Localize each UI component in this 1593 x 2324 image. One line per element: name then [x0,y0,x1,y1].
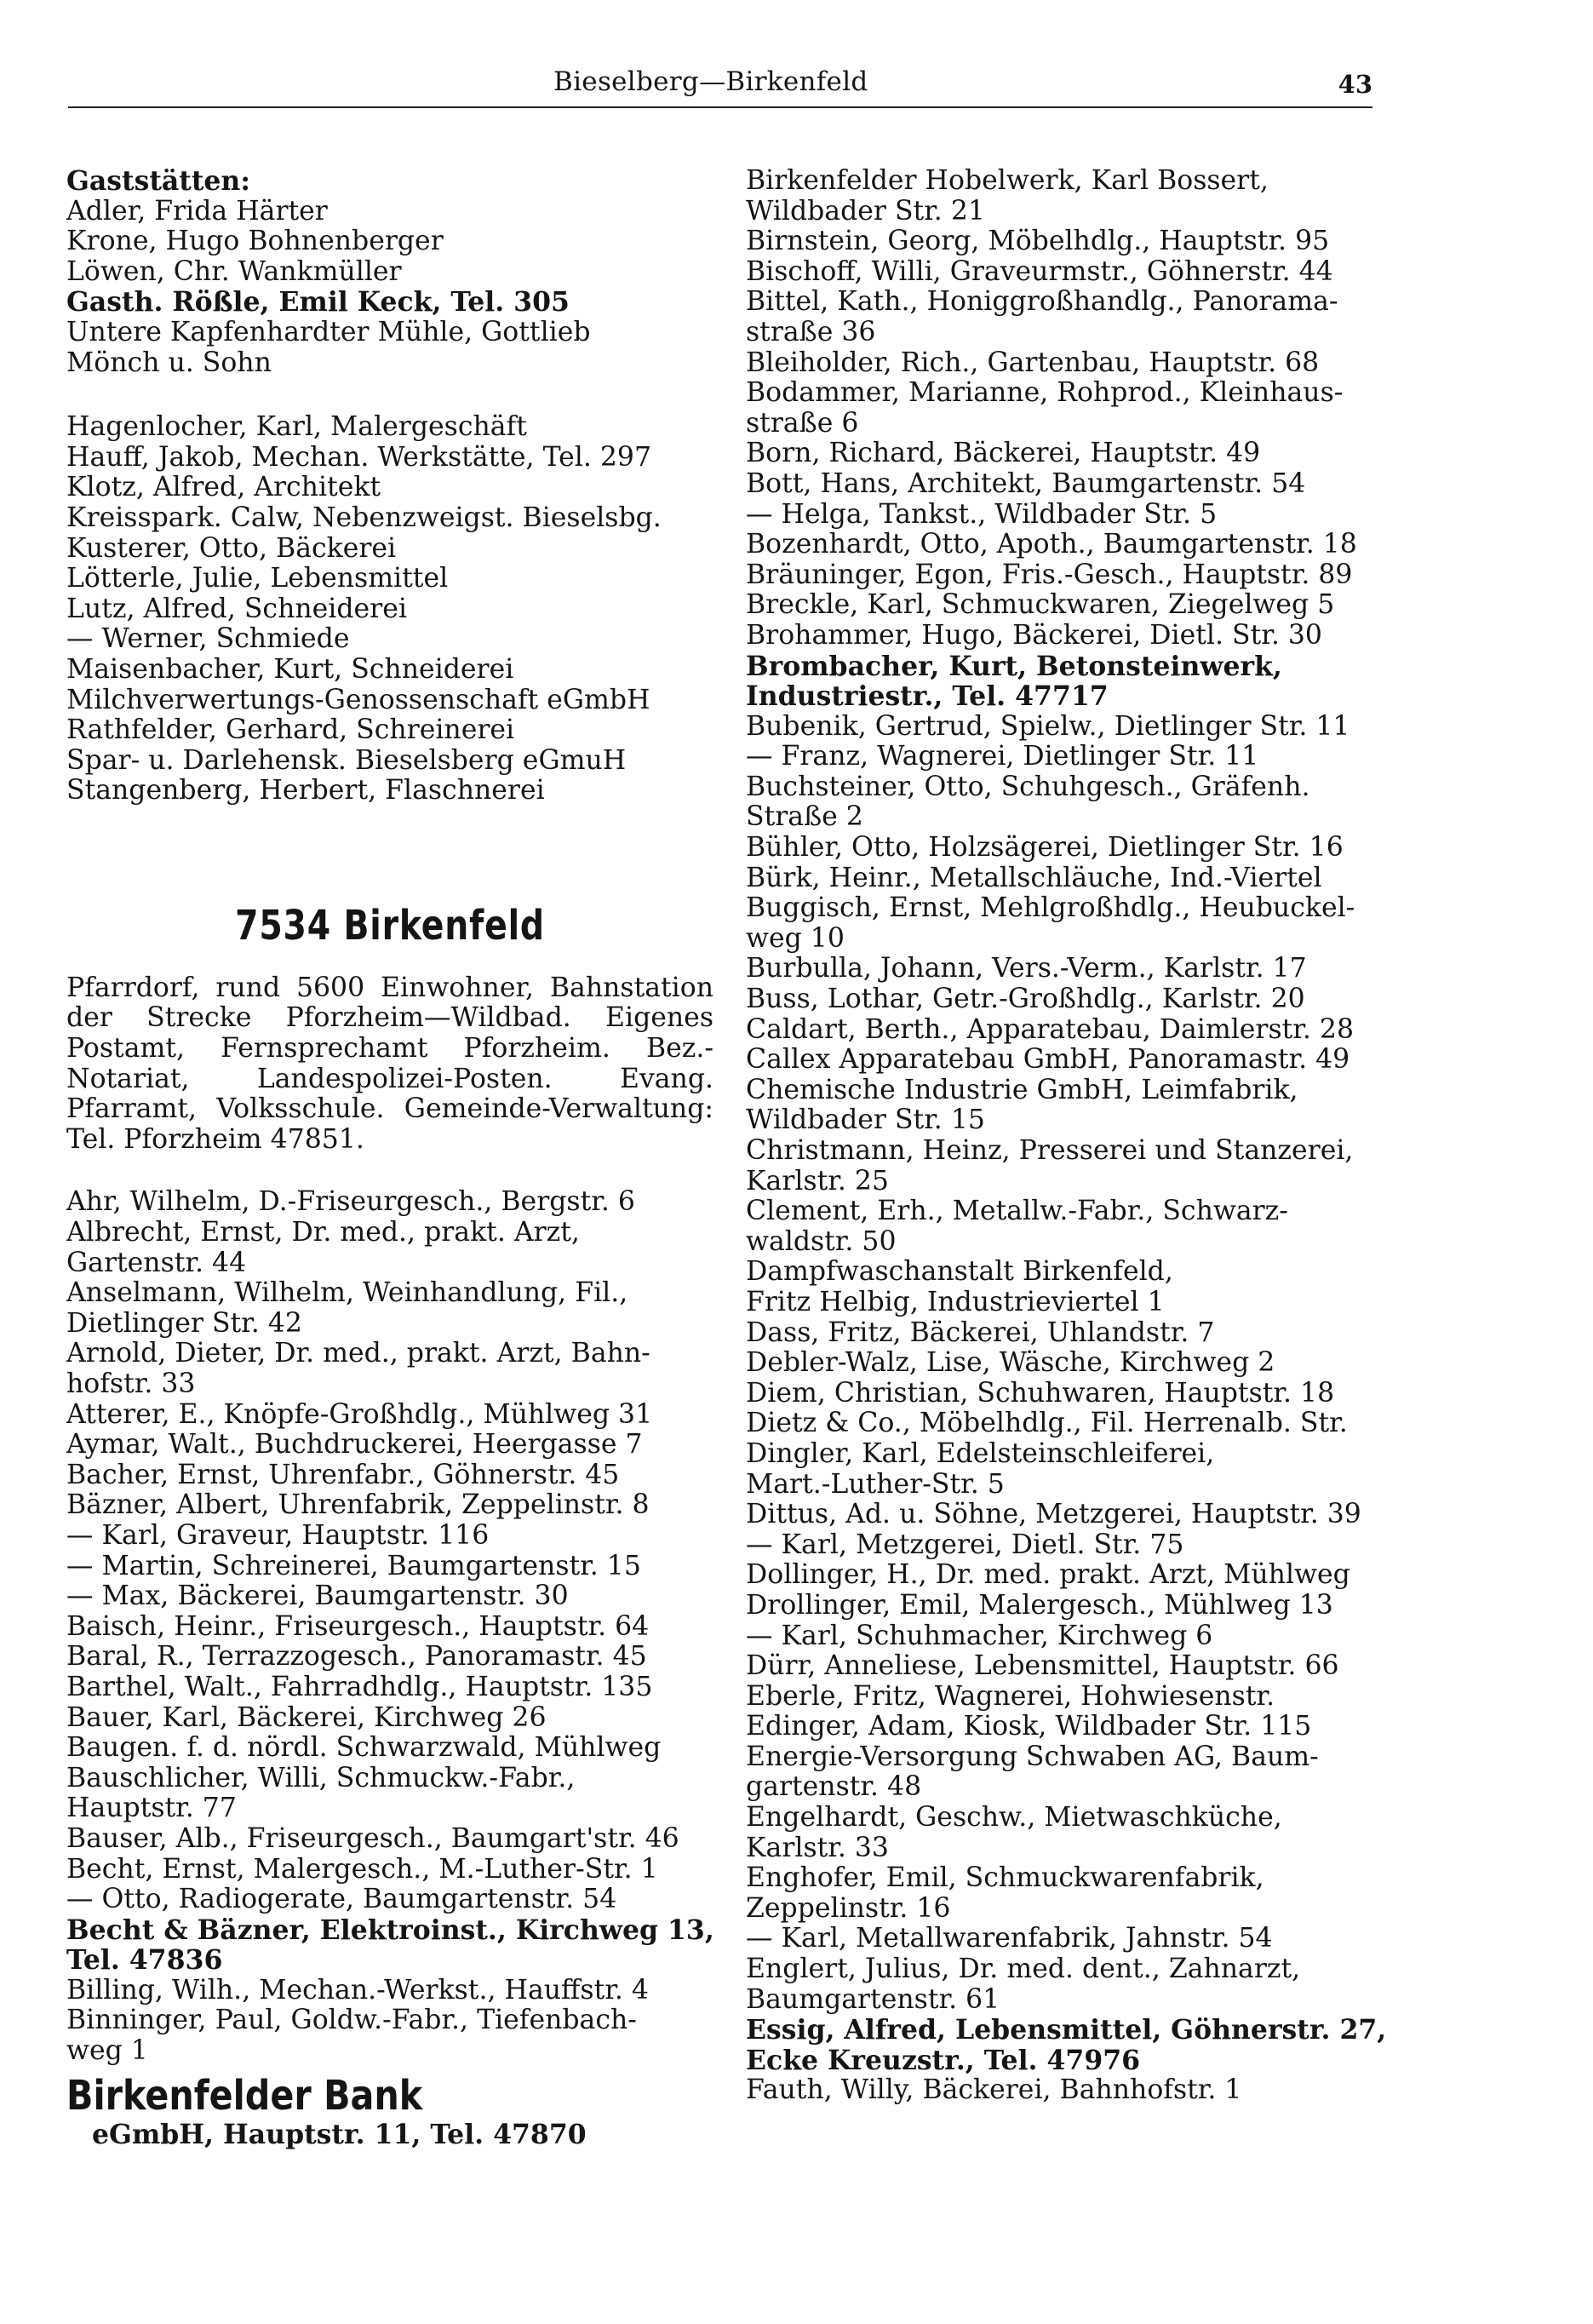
directory-entry: — Otto, Radiogerate, Baumgartenstr. 54 [66,1884,617,1915]
entry-continuation: Mönch u. Sohn [66,347,272,378]
directory-entry: Bleiholder, Rich., Gartenbau, Hauptstr. 68 [746,347,1320,378]
directory-entry: Bürk, Heinr., Metallschläuche, Ind.-Viertel [746,862,1322,893]
entry-continuation: weg 1 [66,2035,148,2067]
entry-continuation: Karlstr. 25 [746,1165,889,1196]
directory-entry: Dittus, Ad. u. Söhne, Metzgerei, Hauptstr. 39 [746,1499,1361,1530]
town-description: Pfarrdorf, rund 5600 Einwohner, Bahnstation der Strecke Pforzheim—Wildbad. Eigenes Postamt, Fernsprechamt Pforzheim. Bez.-Notariat, Landespolizei-Posten. Evang. Pfarramt, Volksschule. Gemeinde-Verwaltung: Tel. Pforzheim 47851. [66,972,713,1155]
entry-continuation: Ecke Kreuzstr., Tel. 47976 [746,2044,1141,2076]
directory-entry: Brohammer, Hugo, Bäckerei, Dietl. Str. 30 [746,619,1322,651]
directory-entry: — Karl, Graveur, Hauptstr. 116 [66,1519,490,1551]
advertisement-details: eGmbH, Hauptstr. 11, Tel. 47870 [92,2118,587,2150]
directory-entry: Bräuninger, Egon, Fris.-Gesch., Hauptstr. 89 [746,559,1353,590]
entry-continuation: straße 36 [746,316,876,347]
directory-entry: Chemische Industrie GmbH, Leimfabrik, [746,1074,1298,1105]
directory-entry: Binninger, Paul, Goldw.-Fabr., Tiefenbach- [66,2005,637,2036]
directory-entry: — Martin, Schreinerei, Baumgartenstr. 15 [66,1550,641,1581]
directory-entry: Buggisch, Ernst, Mehlgroßhdlg., Heubuckel- [746,892,1355,924]
entry-continuation: Wildbader Str. 21 [746,195,985,227]
directory-entry: Bacher, Ernst, Uhrenfabr., Göhnerstr. 45 [66,1459,620,1490]
entry-continuation: hofstr. 33 [66,1369,196,1399]
spacer [66,806,713,900]
directory-entry: Bauschlicher, Willi, Schmuckw.-Fabr., [66,1762,576,1793]
directory-entry: Barthel, Walt., Fahrradhdlg., Hauptstr. 135 [66,1671,653,1702]
directory-entry: — Karl, Schuhmacher, Kirchweg 6 [746,1620,1213,1651]
entry-continuation: waldstr. 50 [746,1225,897,1257]
directory-entry: — Karl, Metallwarenfabrik, Jahnstr. 54 [746,1923,1273,1954]
entry-continuation: Zeppelinstr. 16 [746,1892,951,1924]
directory-entry: Fauth, Willy, Bäckerei, Bahnhofstr. 1 [746,2074,1242,2106]
directory-entry: Löwen, Chr. Wankmüller [66,255,402,287]
directory-entry: Untere Kapfenhardter Mühle, Gottlieb [66,316,591,347]
directory-entry: Christmann, Heinz, Presserei und Stanzerei, [746,1135,1354,1166]
directory-entry: Maisenbacher, Kurt, Schneiderei [66,653,514,685]
directory-entry: Krone, Hugo Bohnenberger [66,226,444,257]
directory-entry: Klotz, Alfred, Architekt [66,472,381,503]
entry-continuation: Baumgartenstr. 61 [746,1983,1000,2015]
directory-entry: Enghofer, Emil, Schmuckwarenfabrik, [746,1862,1264,1894]
directory-entry: Dürr, Anneliese, Lebensmittel, Hauptstr. 66 [746,1650,1339,1682]
entry-continuation: Gartenstr. 44 [66,1247,247,1278]
directory-entry: Eberle, Fritz, Wagnerei, Hohwiesenstr. [746,1680,1275,1712]
directory-entry: Milchverwertungs-Genossenschaft eGmbH [66,684,650,715]
directory-entry: Billing, Wilh., Mechan.-Werkst., Hauffstr. 4 [66,1974,649,2006]
directory-entry: Lötterle, Julie, Lebensmittel [66,563,449,594]
directory-entry: Clement, Erh., Metallw.-Fabr., Schwarz- [746,1196,1288,1227]
entry-continuation: Dietlinger Str. 42 [66,1307,302,1339]
directory-entry: — Franz, Wagnerei, Dietlinger Str. 11 [746,741,1259,772]
directory-entry: Diem, Christian, Schuhwaren, Hauptstr. 18 [746,1377,1335,1409]
directory-entry: Hagenlocher, Karl, Malergeschäft [66,411,527,443]
directory-entry: Bühler, Otto, Holzsägerei, Dietlinger Str. 16 [746,832,1344,864]
right-column [746,166,1393,2106]
directory-entry: Englert, Julius, Dr. med. dent., Zahnarzt, [746,1954,1301,1985]
entry-continuation: straße 6 [746,407,859,439]
directory-entry: Dampfwaschanstalt Birkenfeld, [746,1256,1173,1288]
page-number: 43 [1338,70,1372,99]
entry-continuation: Hauptstr. 77 [66,1793,237,1824]
advertisement-name: Birkenfelder Bank [66,2071,423,2120]
directory-entry: Bittel, Kath., Honiggroßhandlg., Panorama- [746,286,1338,318]
header-rule [68,106,1372,108]
spacer [66,378,713,412]
directory-entry: Debler-Walz, Lise, Wäsche, Kirchweg 2 [746,1347,1275,1379]
directory-entry: Baugen. f. d. nördl. Schwarzwald, Mühlweg [66,1732,662,1764]
directory-entry: Stangenberg, Herbert, Flaschnerei [66,775,545,806]
directory-entry: Rathfelder, Gerhard, Schreinerei [66,714,515,746]
directory-entry: Hauff, Jakob, Mechan. Werkstätte, Tel. 297 [66,441,652,473]
directory-entry: Energie-Versorgung Schwaben AG, Baum- [746,1741,1319,1772]
directory-entry: Dietz & Co., Möbelhdlg., Fil. Herrenalb. Str. [746,1408,1348,1439]
directory-entry: Bodammer, Marianne, Rohprod., Kleinhaus- [746,377,1344,409]
bieselberg-firm-list [66,412,713,806]
directory-entry: Bozenhardt, Otto, Apoth., Baumgartenstr. 18 [746,529,1357,560]
directory-entry: Anselmann, Wilhelm, Weinhandlung, Fil., [66,1277,628,1309]
birkenfeld-directory-list-continued [746,166,1393,2106]
gaststaetten-list [66,197,713,379]
left-column [66,166,713,2149]
directory-entry: Essig, Alfred, Lebensmittel, Göhnerstr. 27, [746,2014,1387,2046]
entry-continuation: Karlstr. 33 [746,1832,889,1863]
directory-entry: Caldart, Berth., Apparatebau, Daimlerstr. 28 [746,1013,1355,1045]
directory-entry: Baisch, Heinr., Friseurgesch., Hauptstr. 64 [66,1610,650,1642]
birkenfeld-directory-list [66,1187,713,2066]
entry-continuation: Industriestr., Tel. 47717 [746,680,1109,713]
directory-entry: Breckle, Karl, Schmuckwaren, Ziegelweg 5 [746,589,1335,621]
directory-entry: Gasth. Rößle, Emil Keck, Tel. 305 [66,286,570,318]
directory-entry: Bischoff, Willi, Graveurmstr., Göhnerstr. 44 [746,255,1333,287]
directory-entry: Atterer, E., Knöpfe-Großhdlg., Mühlweg 31 [66,1398,653,1430]
directory-entry: Buss, Lothar, Getr.-Großhdlg., Karlstr. 20 [746,984,1305,1015]
directory-entry: Adler, Frida Härter [66,195,328,227]
directory-entry: — Werner, Schmiede [66,623,350,655]
directory-entry: Arnold, Dieter, Dr. med., prakt. Arzt, Bahn- [66,1338,650,1369]
directory-entry: Brombacher, Kurt, Betonsteinwerk, [746,650,1282,682]
gaststaetten-heading: Gaststätten: [66,165,250,197]
directory-entry: Bäzner, Albert, Uhrenfabrik, Zeppelinstr. 8 [66,1489,650,1521]
directory-entry: Spar- u. Darlehensk. Bieselsberg eGmuH [66,744,627,776]
entry-continuation: weg 10 [746,922,845,954]
directory-entry: Dingler, Karl, Edelsteinschleiferei, [746,1437,1215,1469]
directory-entry: Drollinger, Emil, Malergesch., Mühlweg 13 [746,1589,1333,1621]
directory-entry: Dass, Fritz, Bäckerei, Uhlandstr. 7 [746,1317,1215,1348]
directory-entry: Dollinger, H., Dr. med. prakt. Arzt, Mühlweg [746,1559,1350,1591]
directory-entry: Buchsteiner, Otto, Schuhgesch., Gräfenh. [746,771,1310,802]
directory-entry: Bott, Hans, Architekt, Baumgartenstr. 54 [746,468,1306,499]
running-title: Bieselberg—Birkenfeld [553,66,868,97]
directory-entry: Burbulla, Johann, Vers.-Verm., Karlstr. 17 [746,953,1307,984]
directory-entry: Becht & Bäzner, Elektroinst., Kirchweg 13, [66,1914,714,1946]
directory-entry: Engelhardt, Geschw., Mietwaschküche, [746,1802,1282,1833]
entry-continuation: Tel. 47836 [66,1944,223,1977]
directory-entry: Callex Apparatebau GmbH, Panoramastr. 49 [746,1044,1350,1076]
section-heading: 7534 Birkenfeld [235,901,545,950]
entry-continuation: Mart.-Luther-Str. 5 [746,1468,1005,1500]
directory-entry: Bauser, Alb., Friseurgesch., Baumgart'str. 46 [66,1822,679,1854]
directory-entry: Born, Richard, Bäckerei, Hauptstr. 49 [746,438,1261,469]
entry-continuation: Straße 2 [746,801,863,833]
directory-entry: — Max, Bäckerei, Baumgartenstr. 30 [66,1581,569,1612]
directory-entry: — Karl, Metzgerei, Dietl. Str. 75 [746,1529,1184,1560]
entry-continuation: gartenstr. 48 [746,1771,922,1803]
directory-entry: Kreisspark. Calw, Nebenzweigst. Bieselsbg. [66,502,662,533]
directory-entry: Ahr, Wilhelm, D.-Friseurgesch., Bergstr. 6 [66,1186,635,1218]
directory-entry: Bauer, Karl, Bäckerei, Kirchweg 26 [66,1701,547,1733]
directory-entry: Birkenfelder Hobelwerk, Karl Bossert, [746,165,1269,196]
directory-entry: Albrecht, Ernst, Dr. med., prakt. Arzt, [66,1217,580,1248]
directory-entry: Baral, R., Terrazzogesch., Panoramastr. 45 [66,1641,647,1673]
directory-entry: — Helga, Tankst., Wildbader Str. 5 [746,498,1218,530]
directory-entry: Kusterer, Otto, Bäckerei [66,532,397,564]
directory-entry: Lutz, Alfred, Schneiderei [66,593,407,624]
directory-entry: Becht, Ernst, Malergesch., M.-Luther-Str. 1 [66,1853,658,1885]
directory-entry: Bubenik, Gertrud, Spielw., Dietlinger Str. 11 [746,710,1350,742]
running-header [68,66,1372,100]
directory-entry: Aymar, Walt., Buchdruckerei, Heergasse 7 [66,1429,643,1460]
entry-continuation: Fritz Helbig, Industrieviertel 1 [746,1286,1165,1317]
directory-entry: Birnstein, Georg, Möbelhdlg., Hauptstr. 95 [746,226,1330,257]
entry-continuation: Wildbader Str. 15 [746,1105,985,1136]
directory-entry: Edinger, Adam, Kiosk, Wildbader Str. 115 [746,1711,1312,1742]
